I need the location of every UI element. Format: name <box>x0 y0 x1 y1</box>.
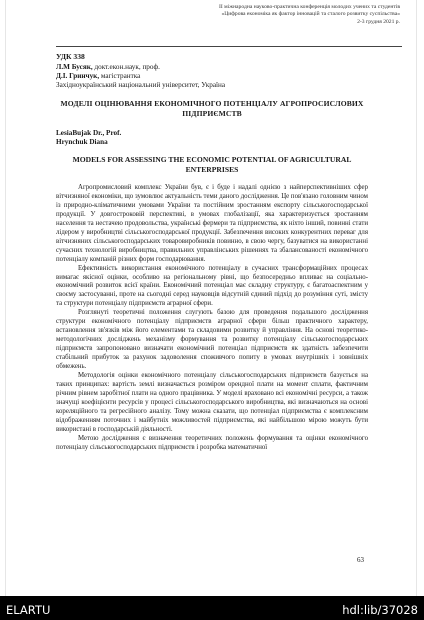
title-english: MODELS FOR ASSESSING THE ECONOMIC POTENTIAL OF AGRICULTURAL ENTERPRISES <box>72 155 352 174</box>
header-divider <box>56 46 402 47</box>
author-ua-2 <box>56 72 368 81</box>
author-ua-2-title: магістрантка <box>99 72 141 80</box>
author-ua-1-title: докт.екон.наук, проф. <box>92 63 160 71</box>
affiliation: Західноукраїнський національний університет, Україна <box>56 81 226 89</box>
author-ua-1 <box>56 63 368 72</box>
document-page <box>6 0 416 596</box>
repository-footer-bar <box>0 596 424 620</box>
page-number: 63 <box>357 556 364 564</box>
author-ua-2-name: Д.І. Гринчук, <box>56 72 100 80</box>
body-text <box>56 184 368 453</box>
repository-name: ELARTU <box>6 603 51 617</box>
paragraph: Метою дослідження є визначення теоретичних положень формування та оцінки економічного потенціалу сільськогосподарських підприємств і розробка математичної <box>56 434 368 451</box>
paragraph: Методологія оцінки економічного потенціалу сільськогосподарських підприємств базується на таких принципах: вартість землі визначається розміром орендної плати на момент сплати, фактичним річним рівнем заробітної плати на одного працівника. У моделі враховано всі економічні ресурси, а також значущі коефіцієнти ресурсів у процесі сільськогосподарського виробництва, які визначаються на основі кореляційного та регресійного аналізу. Тому можна сказати, що потенціал підприємства є комплексним відображенням поточних і майбутніх можливостей підприємства, які найбільшою мірою можуть бути використані в господарській діяльності. <box>56 372 368 433</box>
header-date: 2-3 грудня 2021 р. <box>357 18 400 25</box>
udk-code: УДК 338 <box>56 52 85 61</box>
paragraph: Розглянуті теоретичні положення слугують базою для проведення подальшого дослідження структури економічного потенціалу підприємств аграрної сфери більш практичного характеру, встановлення зв'язків між його елементами та складовими розвитку й управління. На основі теоретико-методологічних досліджень механізму формування та розвитку потенціалу сільськогосподарських підприємств запропоновано визначати економічний потенціал підприємств як здатність забезпечити стабільний прибуток за рахунок задоволення споживчого попиту в умовах внутрішніх і зовнішніх обмежень. <box>56 309 368 371</box>
title-ukrainian: МОДЕЛІ ОЦІНЮВАННЯ ЕКОНОМІЧНОГО ПОТЕНЦІАЛУ АГРОПРОСИСЛОВИХ ПІДПРИЄМСТВ <box>60 99 364 118</box>
conference-header <box>140 4 400 26</box>
author-ua-1-name: Л.М Бусяк, <box>56 63 93 71</box>
author-en-1: LesiaBujak Dr., Prof. <box>56 129 122 137</box>
paragraph: Ефективність використання економічного потенціалу в сучасних трансформаційних процесах вимагає якісної оцінки, особливо на регіональному рівні, що безпосередньо впливає на соціально-економічний розвиток всієї країни. Економічний потенціал має складну структуру, є багатоаспектним у своєму застосуванні, проте на сьогодні серед науковців відсутній єдиний підхід до розуміння суті, змісту та структури потенціалу підприємств аграрної сфери. <box>56 264 368 308</box>
header-line-1: ІІ міжнародна науково-практична конференція молодих учених та студентів <box>218 4 400 10</box>
paragraph: Агропромисловий комплекс України був, є і буде і надалі однією з найперспективніших сфер вітчизняної економіки, що зумовлює актуальність теми даного дослідження. Це пов'язано головним чином із природно-кліматичними умовами України та постійним зростанням експорту сільськогосподарської продукції. У довгостроковій перспективі, в умовах глобалізації, яка характеризується зростанням населення та нестачею продовольства, українські фермери та підприємства, як ніхто інший, повинні стати лідером у виробництві сільськогосподарської продукції. Забезпечення високих конкурентних переваг для вітчизняних сільськогосподарських товаровиробників повинно, в свою чергу, базуватися на використанні сучасних технологій виробництва, правильних управлінських рішеннях та збалансованості економічного потенціалу компаній різних форм господарювання. <box>56 184 368 263</box>
author-en-2: Hrynchuk Diana <box>56 138 108 146</box>
header-line-2: «Цифрова економіка як фактор інновацій та сталого розвитку суспільства» <box>221 11 400 18</box>
handle-identifier: hdl:lib/37028 <box>342 603 418 617</box>
